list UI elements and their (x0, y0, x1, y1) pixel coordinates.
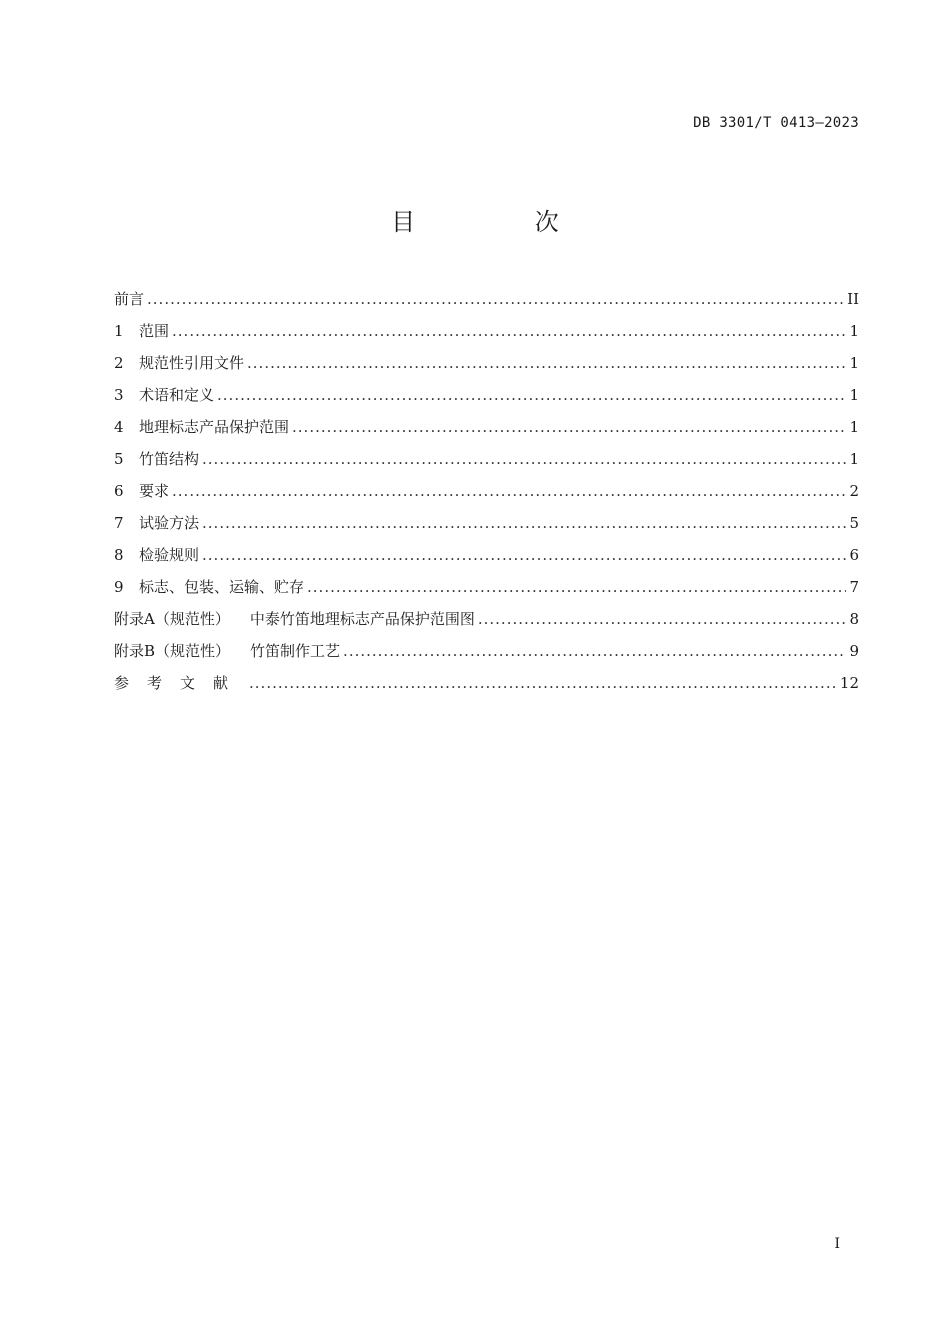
toc-entry-2[interactable] (114, 351, 859, 383)
table-of-contents (114, 287, 859, 703)
toc-entry-label: 术语和定义 (139, 386, 215, 404)
toc-entry-8[interactable] (114, 543, 859, 575)
toc-entry-page: 6 (849, 546, 859, 564)
page-number: I (834, 1236, 840, 1252)
toc-entry-label: 检验规则 (139, 546, 200, 564)
toc-entry-page: 1 (849, 450, 859, 468)
toc-entry-label: 范围 (139, 322, 170, 340)
toc-entry-7[interactable] (114, 511, 859, 543)
toc-entry-page: 1 (849, 418, 859, 436)
toc-leader-dots (202, 543, 846, 567)
toc-entry-label: 竹笛结构 (139, 450, 200, 468)
toc-entry-subtitle: 中泰竹笛地理标志产品保护范围图 (249, 610, 475, 628)
toc-entry-page: 9 (849, 642, 859, 660)
toc-leader-dots (292, 415, 846, 439)
toc-entry-number: 3 (114, 386, 124, 404)
toc-leader-dots (172, 479, 846, 503)
toc-entry-annex-a[interactable] (114, 607, 859, 639)
toc-leader-dots (147, 287, 844, 311)
toc-leader-dots (172, 319, 846, 343)
toc-entry-label: 前言 (114, 290, 145, 308)
toc-entry-number: 7 (114, 514, 124, 532)
toc-entry-bibliography[interactable] (114, 671, 859, 703)
toc-entry-label: 参考文献 (114, 674, 247, 692)
toc-entry-label: 附录A（规范性） (114, 610, 230, 628)
toc-entry-4[interactable] (114, 415, 859, 447)
document-code: DB 3301/T 0413—2023 (693, 115, 859, 131)
toc-entry-label: 试验方法 (139, 514, 200, 532)
toc-entry-number: 8 (114, 546, 124, 564)
toc-entry-label: 附录B（规范性） (114, 642, 231, 660)
toc-entry-label: 要求 (139, 482, 170, 500)
toc-entry-number: 2 (114, 354, 124, 372)
toc-entry-6[interactable] (114, 479, 859, 511)
toc-entry-page: 1 (849, 322, 859, 340)
toc-entry-number: 4 (114, 418, 124, 436)
toc-entry-annex-b[interactable] (114, 639, 859, 671)
toc-entry-5[interactable] (114, 447, 859, 479)
toc-entry-page: 2 (849, 482, 859, 500)
toc-entry-page: 5 (849, 514, 859, 532)
toc-entry-label: 地理标志产品保护范围 (139, 418, 290, 436)
toc-leader-dots (217, 383, 846, 407)
toc-entry-1[interactable] (114, 319, 859, 351)
toc-entry-9[interactable] (114, 575, 859, 607)
toc-leader-dots (307, 575, 846, 599)
toc-entry-page: 12 (839, 674, 859, 692)
toc-leader-dots (202, 511, 846, 535)
toc-leader-dots (343, 639, 846, 663)
toc-entry-page: 8 (849, 610, 859, 628)
toc-entry-number: 6 (114, 482, 124, 500)
toc-entry-label: 规范性引用文件 (139, 354, 245, 372)
toc-entry-number: 9 (114, 578, 124, 596)
toc-entry-foreword[interactable] (114, 287, 859, 319)
toc-leader-dots (478, 607, 846, 631)
toc-entry-subtitle: 竹笛制作工艺 (250, 642, 341, 660)
toc-leader-dots (249, 671, 837, 695)
toc-leader-dots (247, 351, 846, 375)
toc-entry-page: II (847, 290, 859, 308)
toc-entry-number: 5 (114, 450, 124, 468)
toc-entry-page: 1 (849, 386, 859, 404)
page-title: 目 次 (391, 208, 615, 236)
toc-entry-3[interactable] (114, 383, 859, 415)
toc-entry-label: 标志、包装、运输、贮存 (139, 578, 305, 596)
toc-entry-page: 1 (849, 354, 859, 372)
toc-entry-number: 1 (114, 322, 124, 340)
toc-leader-dots (202, 447, 846, 471)
toc-entry-page: 7 (849, 578, 859, 596)
